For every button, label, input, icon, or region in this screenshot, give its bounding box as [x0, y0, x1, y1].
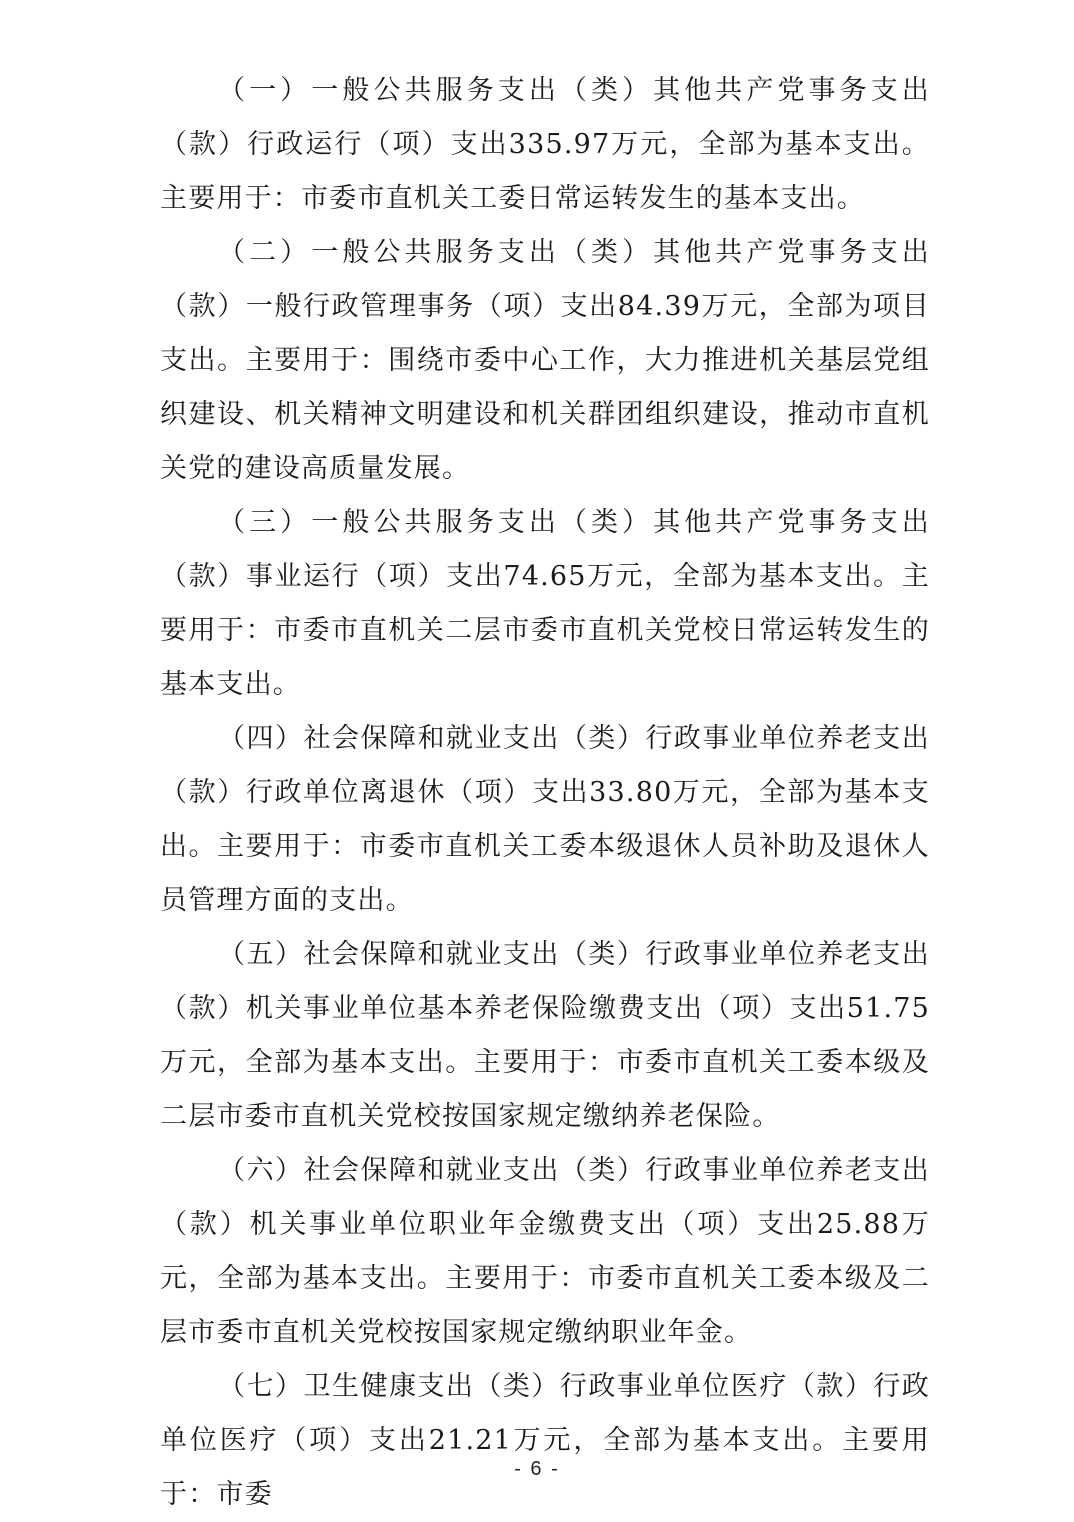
paragraph-item-5: （五）社会保障和就业支出（类）行政事业单位养老支出（款）机关事业单位基本养老保险缴费支出（项）支出51.75万元，全部为基本支出。主要用于：市委市直机关工委本级及二层市委市直机关党校按国家规定缴纳养老保险。: [160, 939, 930, 1132]
paragraph-item-2: （二）一般公共服务支出（类）其他共产党事务支出（款）一般行政管理事务（项）支出84.39万元，全部为项目支出。主要用于：围绕市委中心工作，大力推进机关基层党组织建设、机关精神文明建设和机关群团组织建设，推动市直机关党的建设高质量发展。: [160, 237, 930, 484]
paragraph-item-1: （一）一般公共服务支出（类）其他共产党事务支出（款）行政运行（项）支出335.97万元，全部为基本支出。主要用于：市委市直机关工委日常运转发生的基本支出。: [160, 75, 930, 214]
paragraph-item-6: （六）社会保障和就业支出（类）行政事业单位养老支出（款）机关事业单位职业年金缴费支出（项）支出25.88万元，全部为基本支出。主要用于：市委市直机关工委本级及二层市委市直机关党校按国家规定缴纳职业年金。: [160, 1155, 930, 1348]
paragraph-item-3: （三）一般公共服务支出（类）其他共产党事务支出（款）事业运行（项）支出74.65万元，全部为基本支出。主要用于：市委市直机关二层市委市直机关党校日常运转发生的基本支出。: [160, 507, 930, 700]
page-number: - 6 -: [514, 1458, 560, 1480]
paragraph-item-7: （七）卫生健康支出（类）行政事业单位医疗（款）行政单位医疗（项）支出21.21万元，全部为基本支出。主要用于：市委: [160, 1371, 930, 1510]
paragraph-item-4: （四）社会保障和就业支出（类）行政事业单位养老支出（款）行政单位离退休（项）支出33.80万元，全部为基本支出。主要用于：市委市直机关工委本级退休人员补助及退休人员管理方面的支出。: [160, 723, 930, 916]
document-body: [160, 64, 930, 1522]
